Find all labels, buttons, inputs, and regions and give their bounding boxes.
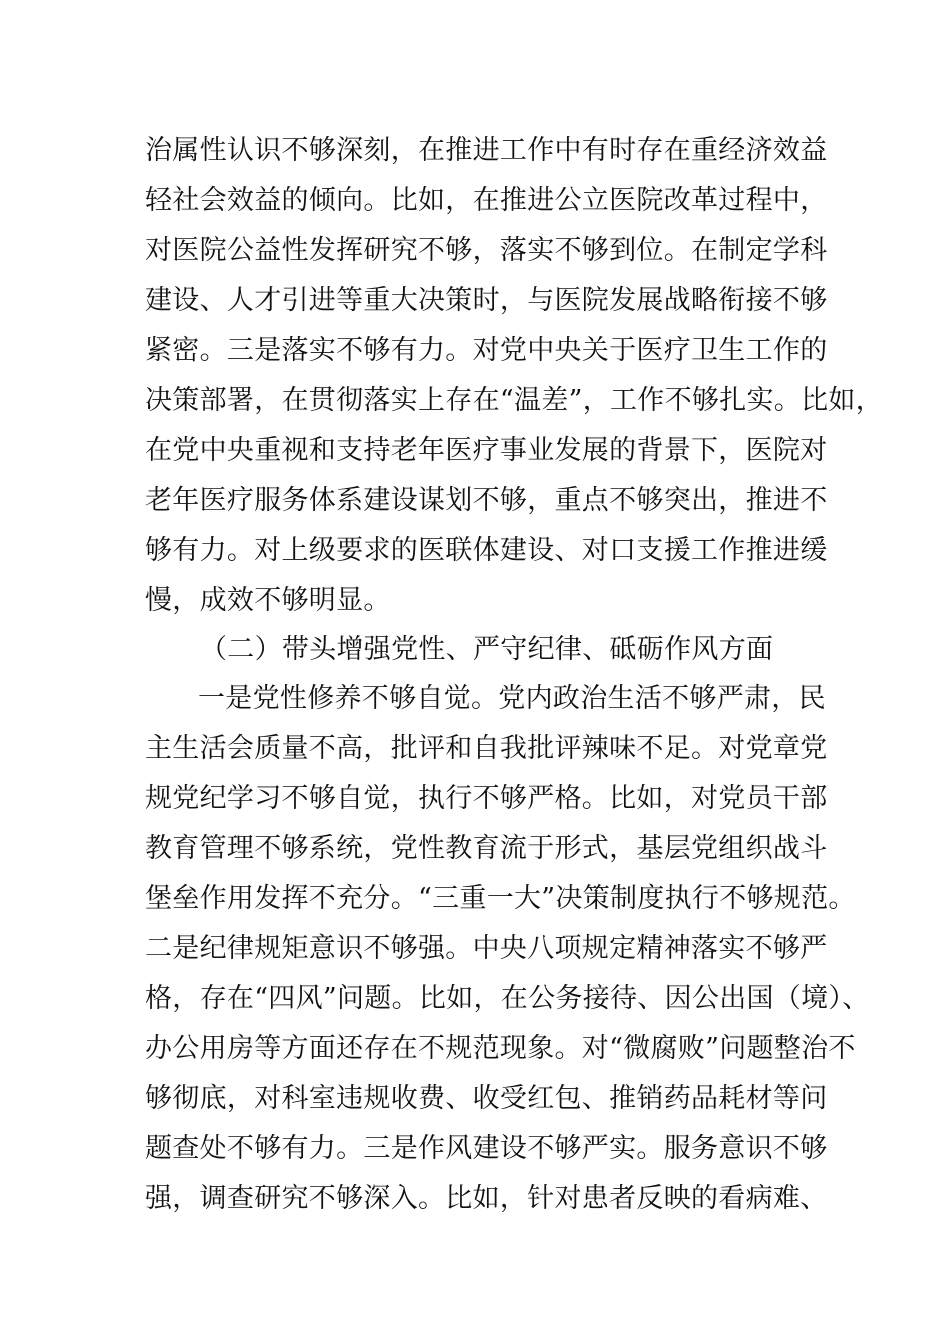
section-line-11: 强，调查研究不够深入。比如，针对患者反映的看病难、 — [145, 1183, 828, 1214]
section-line-6: 二是纪律规矩意识不够强。中央八项规定精神落实不够严 — [145, 933, 828, 964]
section-line-8: 办公用房等方面还存在不规范现象。对“微腐败”问题整治不 — [145, 1033, 856, 1064]
paragraph-line-2: 轻社会效益的倾向。比如，在推进公立医院改革过程中， — [145, 185, 828, 216]
section-line-4: 教育管理不够系统，党性教育流于形式，基层党组织战斗 — [145, 833, 828, 864]
section-line-5: 堡垒作用发挥不充分。“三重一大”决策制度执行不够规范。 — [145, 883, 856, 914]
paragraph-line-7: 在党中央重视和支持老年医疗事业发展的背景下，医院对 — [145, 435, 828, 466]
paragraph-line-10: 慢，成效不够明显。 — [145, 585, 391, 616]
section-line-2: 主生活会质量不高，批评和自我批评辣味不足。对党章党 — [145, 733, 828, 764]
section-line-7: 格，存在“四风”问题。比如，在公务接待、因公出国（境）、 — [145, 983, 870, 1014]
section-line-9: 够彻底，对科室违规收费、收受红包、推销药品耗材等问 — [145, 1083, 828, 1114]
section-line-10: 题查处不够有力。三是作风建设不够严实。服务意识不够 — [145, 1133, 828, 1164]
section-line-1: 一是党性修养不够自觉。党内政治生活不够严肃，民 — [198, 683, 826, 714]
paragraph-line-8: 老年医疗服务体系建设谋划不够，重点不够突出，推进不 — [145, 485, 828, 516]
section-heading: （二）带头增强党性、严守纪律、砥砺作风方面 — [200, 634, 774, 665]
paragraph-line-4: 建设、人才引进等重大决策时，与医院发展战略衔接不够 — [145, 285, 828, 316]
paragraph-line-6: 决策部署，在贯彻落实上存在“温差”，工作不够扎实。比如， — [145, 385, 884, 416]
paragraph-line-3: 对医院公益性发挥研究不够，落实不够到位。在制定学科 — [145, 235, 828, 266]
section-line-3: 规党纪学习不够自觉，执行不够严格。比如，对党员干部 — [145, 783, 828, 814]
paragraph-line-1: 治属性认识不够深刻，在推进工作中有时存在重经济效益 — [145, 135, 828, 166]
paragraph-line-5: 紧密。三是落实不够有力。对党中央关于医疗卫生工作的 — [145, 335, 828, 366]
paragraph-line-9: 够有力。对上级要求的医联体建设、对口支援工作推进缓 — [145, 535, 828, 566]
